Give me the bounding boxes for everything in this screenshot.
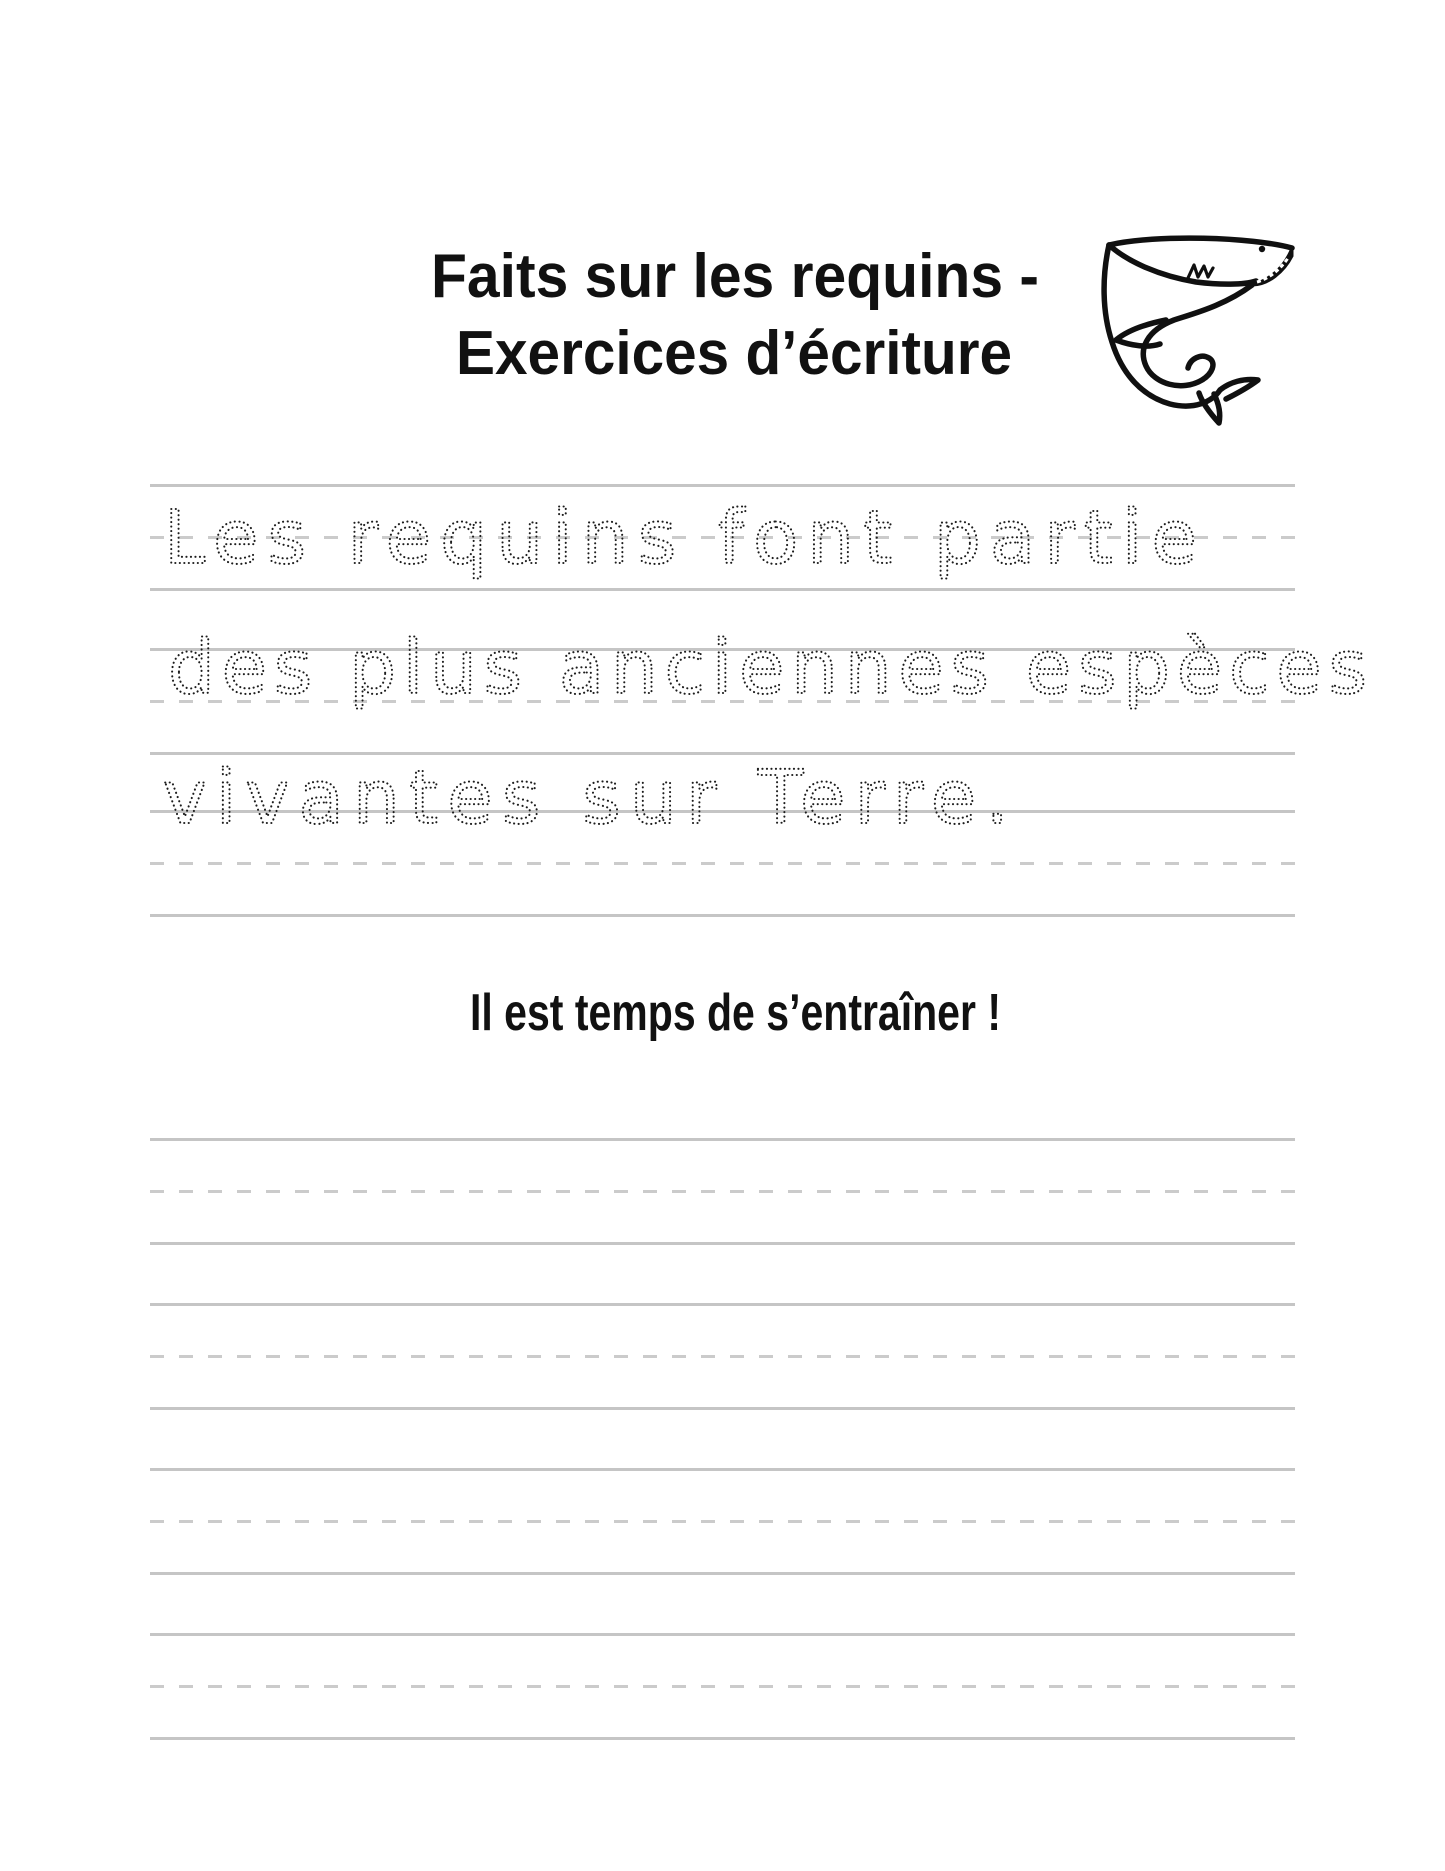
shark-icon [1104, 238, 1292, 423]
page-title-line-2: Exercices d’écriture [456, 319, 1012, 388]
trace-row-1: Les requins font partie [164, 495, 1197, 581]
trace-row-3: vivantes sur Terre. [163, 755, 1009, 841]
shark-eye [1259, 246, 1265, 252]
practice-heading: Il est temps de s’entraîner ! [470, 984, 1001, 1042]
page-title-line-1: Faits sur les requins - [431, 242, 1039, 311]
trace-row-2: des plus anciennes espèces [168, 625, 1367, 711]
